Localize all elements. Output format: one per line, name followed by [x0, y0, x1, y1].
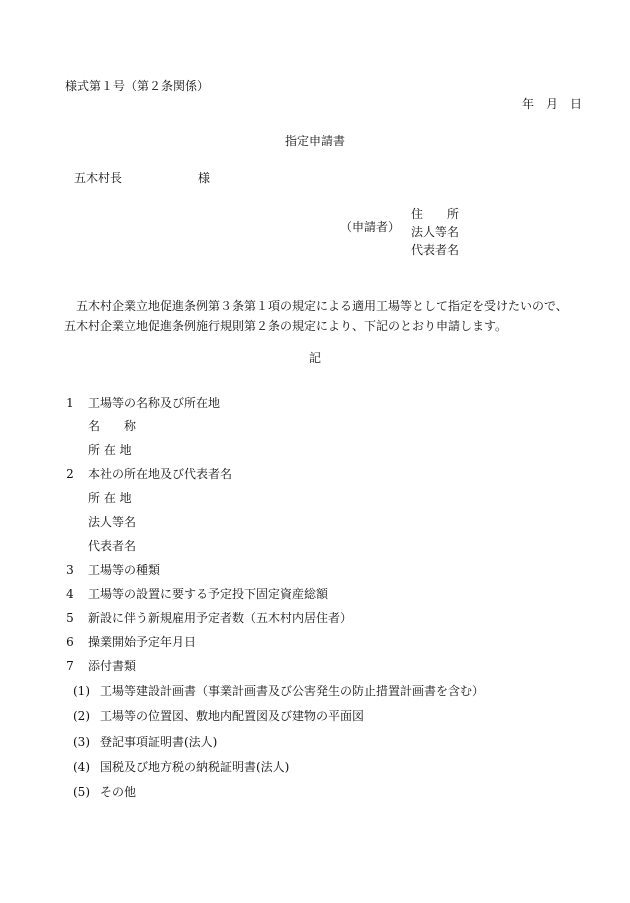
attachment-number: (5)	[73, 785, 90, 799]
ki-heading: 記	[308, 351, 321, 365]
subitem-text: 所 在 地	[88, 491, 132, 505]
statement-line-2: 五木村企業立地促進条例施行規則第２条の規定により、下記のとおり申請します。	[64, 319, 508, 333]
subitem-text: 代表者名	[88, 539, 137, 553]
item-text: 工場等の種類	[88, 563, 161, 577]
item-text: 本社の所在地及び代表者名	[88, 467, 233, 481]
item-number: 1	[66, 396, 74, 410]
item-text: 工場等の名称及び所在地	[88, 396, 221, 410]
subitem-text: 所 在 地	[88, 443, 132, 457]
document-title: 指定申請書	[284, 134, 345, 148]
addressee-honorific: 様	[198, 171, 211, 185]
application-statement	[64, 296, 568, 336]
form-number-label: 様式第１号（第２条関係）	[65, 79, 210, 93]
item-number: 4	[66, 587, 74, 601]
attachment-text: 工場等の位置図、敷地内配置図及び建物の平面図	[100, 709, 365, 723]
attachment-text: 登記事項証明書(法人)	[100, 735, 218, 749]
applicant-corporation-field: 法人等名	[411, 225, 460, 239]
item-text: 工場等の設置に要する予定投下固定資産総額	[88, 587, 329, 601]
item-number: 5	[66, 611, 74, 625]
addressee	[74, 172, 210, 184]
applicant-address-field: 住 所	[411, 207, 460, 221]
item-number: 3	[66, 563, 74, 577]
item-text: 新設に伴う新規雇用予定者数（五木村内居住者）	[88, 611, 353, 625]
item-number: 7	[66, 659, 74, 673]
attachment-number: (3)	[73, 735, 90, 749]
statement-line-1: 五木村企業立地促進条例第３条第１項の規定による適用工場等として指定を受けたいので、	[76, 299, 568, 313]
attachment-text: 工場等建設計画書（事業計画書及び公害発生の防止措置計画書を含む）	[100, 684, 485, 698]
applicant-label: （申請者）	[340, 220, 401, 234]
subitem-text: 名 称	[88, 419, 137, 433]
attachment-text: その他	[100, 785, 137, 799]
item-text: 操業開始予定年月日	[88, 635, 197, 649]
item-number: 2	[66, 467, 74, 481]
date-line: 年 月 日	[521, 97, 582, 111]
applicant-representative-field: 代表者名	[411, 243, 460, 257]
attachment-number: (1)	[73, 684, 90, 698]
attachment-text: 国税及び地方税の納税証明書(法人)	[100, 760, 290, 774]
addressee-name: 五木村長	[74, 171, 123, 185]
attachment-number: (4)	[73, 760, 90, 774]
subitem-text: 法人等名	[88, 515, 137, 529]
item-text: 添付書類	[88, 659, 137, 673]
item-number: 6	[66, 635, 74, 649]
attachment-number: (2)	[73, 709, 90, 723]
